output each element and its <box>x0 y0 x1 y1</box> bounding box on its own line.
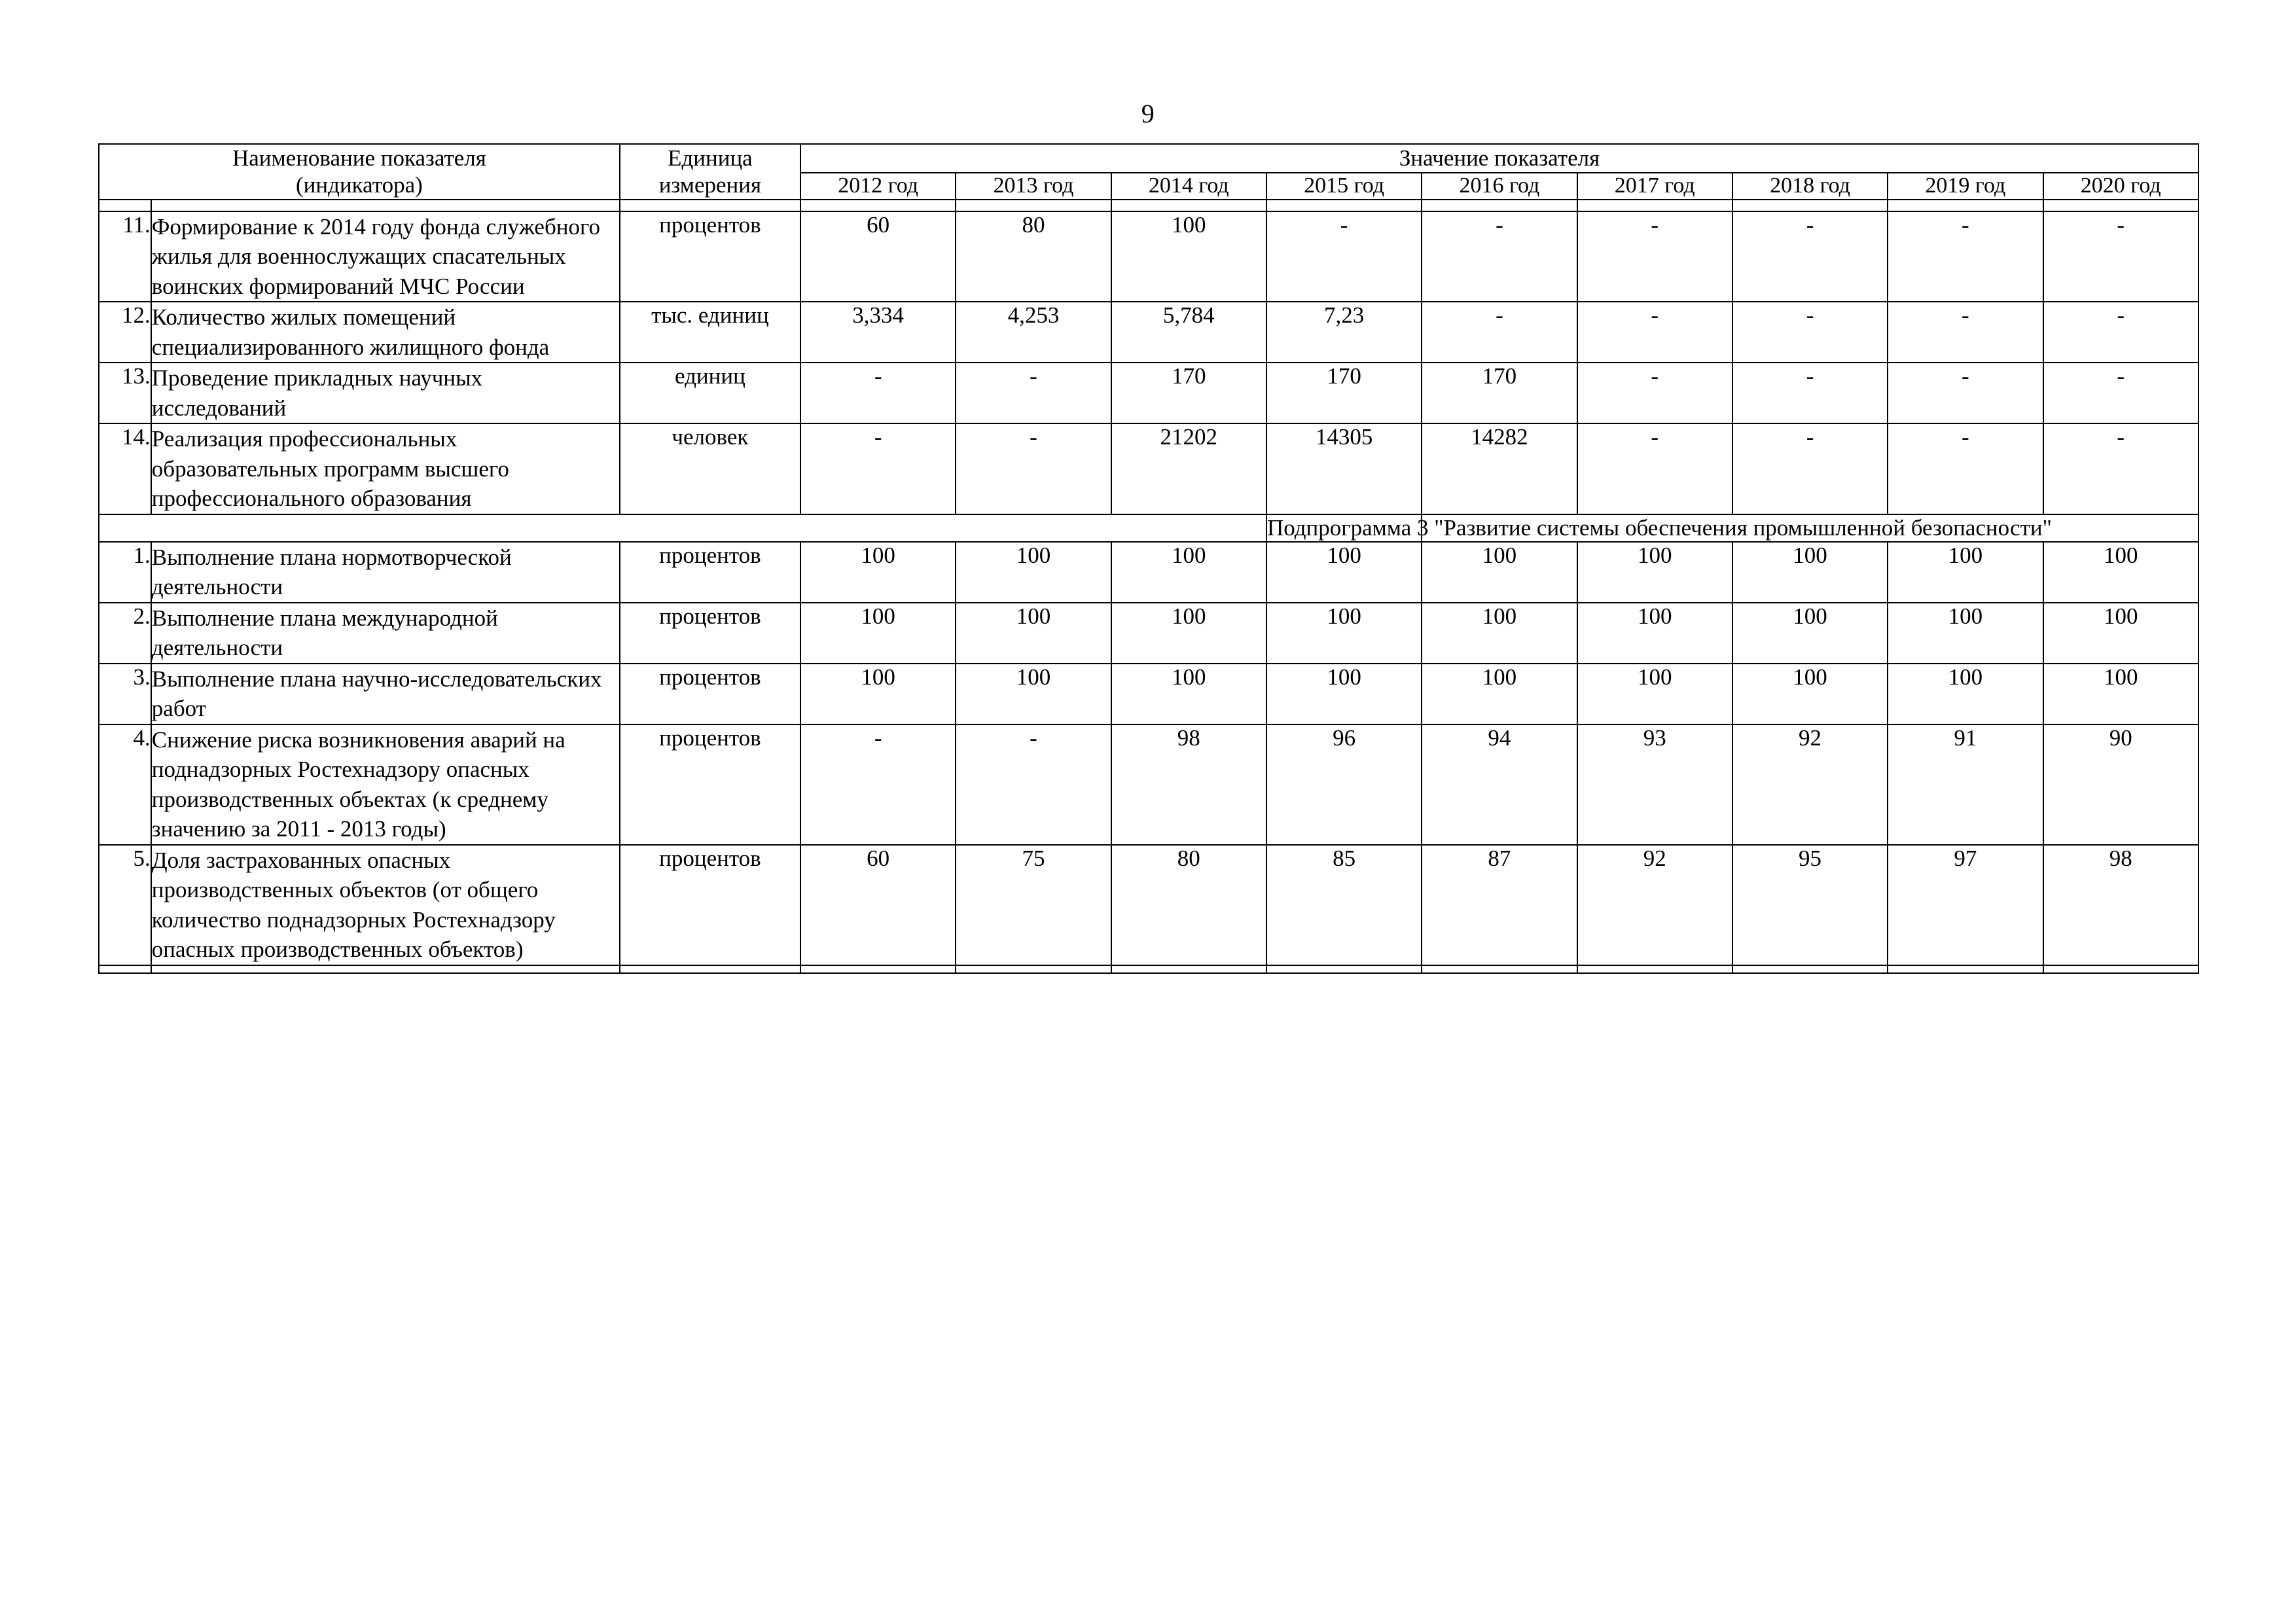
subprogram-title-left <box>99 514 1266 542</box>
row-name: Проведение прикладных научных исследований <box>151 363 620 423</box>
row-number: 3. <box>99 664 151 724</box>
table-row <box>99 724 2198 845</box>
row-value-2019: 100 <box>1888 542 2043 603</box>
row-value-2019: 91 <box>1888 724 2043 845</box>
row-value-2014: 100 <box>1111 603 1266 664</box>
header-year-2018: 2018 год <box>1732 173 1888 200</box>
row-value-2018: 92 <box>1732 724 1888 845</box>
row-value-2018: 100 <box>1732 542 1888 603</box>
row-number: 5. <box>99 845 151 965</box>
table-body <box>99 200 2198 973</box>
row-name: Выполнение плана нормотворческой деятельности <box>151 542 620 603</box>
row-value-2013: - <box>956 423 1111 514</box>
row-value-2019: - <box>1888 302 2043 363</box>
row-value-2016: 170 <box>1422 363 1577 423</box>
table-row <box>99 542 2198 603</box>
row-number: 12. <box>99 302 151 363</box>
row-value-2020: 90 <box>2043 724 2199 845</box>
table-row <box>99 211 2198 302</box>
row-value-2019: 97 <box>1888 845 2043 965</box>
row-unit: процентов <box>620 542 800 603</box>
row-value-2017: 93 <box>1577 724 1732 845</box>
row-value-2013: - <box>956 724 1111 845</box>
row-value-2012: 3,334 <box>800 302 956 363</box>
row-name: Реализация профессиональных образовательных программ высшего профессионального образования <box>151 423 620 514</box>
table-row <box>99 363 2198 423</box>
header-unit <box>620 144 800 200</box>
header-year-2012: 2012 год <box>800 173 956 200</box>
row-value-2015: 7,23 <box>1266 302 1422 363</box>
indicators-table <box>98 143 2199 974</box>
row-value-2013: 100 <box>956 664 1111 724</box>
row-value-2016: 100 <box>1422 603 1577 664</box>
row-value-2016: 87 <box>1422 845 1577 965</box>
row-value-2017: - <box>1577 211 1732 302</box>
row-value-2012: 100 <box>800 542 956 603</box>
row-value-2015: 100 <box>1266 664 1422 724</box>
row-value-2020: 100 <box>2043 664 2199 724</box>
row-name: Выполнение плана научно-исследовательских работ <box>151 664 620 724</box>
row-name: Доля застрахованных опасных производственных объектов (от общего количество поднадзорных Ростехнадзору опасных производственных объектов) <box>151 845 620 965</box>
row-value-2016: 14282 <box>1422 423 1577 514</box>
table-bottom-border <box>99 965 2198 973</box>
row-unit: процентов <box>620 211 800 302</box>
row-number: 13. <box>99 363 151 423</box>
row-unit: тыс. единиц <box>620 302 800 363</box>
row-value-2012: 60 <box>800 845 956 965</box>
header-indicator-line1: Наименование показателя <box>232 145 486 171</box>
row-value-2014: 100 <box>1111 542 1266 603</box>
row-value-2012: - <box>800 363 956 423</box>
row-value-2018: - <box>1732 302 1888 363</box>
row-value-2015: 170 <box>1266 363 1422 423</box>
table-row <box>99 664 2198 724</box>
row-value-2017: 100 <box>1577 603 1732 664</box>
header-year-2020: 2020 год <box>2043 173 2199 200</box>
row-value-2020: 100 <box>2043 542 2199 603</box>
row-unit: процентов <box>620 845 800 965</box>
table-header-row-1 <box>99 144 2198 173</box>
row-value-2017: 100 <box>1577 664 1732 724</box>
table-row <box>99 603 2198 664</box>
row-unit: человек <box>620 423 800 514</box>
row-name: Снижение риска возникновения аварий на поднадзорных Ростехнадзору опасных производственных объектах (к среднему значению за 2011 - 2013 годы) <box>151 724 620 845</box>
row-value-2013: - <box>956 363 1111 423</box>
header-indicator-line2: (индикатора) <box>296 172 423 198</box>
row-value-2014: 5,784 <box>1111 302 1266 363</box>
row-value-2015: - <box>1266 211 1422 302</box>
header-year-2015: 2015 год <box>1266 173 1422 200</box>
row-value-2014: 98 <box>1111 724 1266 845</box>
row-value-2020: - <box>2043 423 2199 514</box>
table-row <box>99 423 2198 514</box>
row-number: 1. <box>99 542 151 603</box>
row-value-2018: - <box>1732 363 1888 423</box>
row-value-2019: - <box>1888 363 2043 423</box>
spacer-row <box>99 200 2198 211</box>
row-value-2015: 85 <box>1266 845 1422 965</box>
row-value-2020: - <box>2043 211 2199 302</box>
row-number: 2. <box>99 603 151 664</box>
row-unit: процентов <box>620 664 800 724</box>
row-value-2013: 80 <box>956 211 1111 302</box>
row-number: 4. <box>99 724 151 845</box>
row-value-2012: - <box>800 724 956 845</box>
row-value-2017: - <box>1577 302 1732 363</box>
row-value-2018: - <box>1732 423 1888 514</box>
row-value-2016: - <box>1422 302 1577 363</box>
row-value-2016: 94 <box>1422 724 1577 845</box>
row-value-2014: 21202 <box>1111 423 1266 514</box>
row-value-2018: 100 <box>1732 603 1888 664</box>
row-value-2017: 92 <box>1577 845 1732 965</box>
row-name: Выполнение плана международной деятельности <box>151 603 620 664</box>
row-value-2019: 100 <box>1888 603 2043 664</box>
row-value-2018: 95 <box>1732 845 1888 965</box>
row-value-2017: - <box>1577 363 1732 423</box>
row-value-2013: 100 <box>956 542 1111 603</box>
row-value-2016: - <box>1422 211 1577 302</box>
row-value-2019: 100 <box>1888 664 2043 724</box>
row-value-2018: 100 <box>1732 664 1888 724</box>
row-name: Формирование к 2014 году фонда служебного жилья для военнослужащих спасательных воинских формирований МЧС России <box>151 211 620 302</box>
row-value-2012: 100 <box>800 664 956 724</box>
row-value-2012: - <box>800 423 956 514</box>
header-year-2016: 2016 год <box>1422 173 1577 200</box>
row-value-2015: 100 <box>1266 603 1422 664</box>
row-value-2013: 75 <box>956 845 1111 965</box>
header-unit-line1: Единица <box>668 145 753 171</box>
row-value-2019: - <box>1888 423 2043 514</box>
row-value-2012: 100 <box>800 603 956 664</box>
row-unit: процентов <box>620 724 800 845</box>
row-value-2015: 100 <box>1266 542 1422 603</box>
row-unit: единиц <box>620 363 800 423</box>
table-row <box>99 845 2198 965</box>
row-value-2020: 100 <box>2043 603 2199 664</box>
row-value-2017: 100 <box>1577 542 1732 603</box>
row-value-2016: 100 <box>1422 664 1577 724</box>
row-value-2013: 4,253 <box>956 302 1111 363</box>
row-value-2014: 80 <box>1111 845 1266 965</box>
row-value-2013: 100 <box>956 603 1111 664</box>
table-head <box>99 144 2198 200</box>
header-year-2017: 2017 год <box>1577 173 1732 200</box>
page-number: 9 <box>1141 99 1155 128</box>
header-value: Значение показателя <box>800 144 2198 173</box>
row-number: 11. <box>99 211 151 302</box>
row-value-2018: - <box>1732 211 1888 302</box>
header-year-2013: 2013 год <box>956 173 1111 200</box>
header-year-2019: 2019 год <box>1888 173 2043 200</box>
row-value-2014: 100 <box>1111 664 1266 724</box>
row-value-2016: 100 <box>1422 542 1577 603</box>
subprogram-title-row <box>99 514 2198 542</box>
header-indicator <box>99 144 620 200</box>
row-unit: процентов <box>620 603 800 664</box>
row-value-2020: - <box>2043 302 2199 363</box>
row-value-2019: - <box>1888 211 2043 302</box>
row-value-2020: - <box>2043 363 2199 423</box>
header-unit-line2: измерения <box>658 172 762 198</box>
subprogram-title: Подпрограмма 3 "Развитие системы обеспечения промышленной безопасности" <box>1266 514 2052 541</box>
row-value-2017: - <box>1577 423 1732 514</box>
row-name: Количество жилых помещений специализированного жилищного фонда <box>151 302 620 363</box>
row-value-2014: 170 <box>1111 363 1266 423</box>
row-value-2015: 96 <box>1266 724 1422 845</box>
table-row <box>99 302 2198 363</box>
row-value-2014: 100 <box>1111 211 1266 302</box>
row-number: 14. <box>99 423 151 514</box>
header-year-2014: 2014 год <box>1111 173 1266 200</box>
row-value-2012: 60 <box>800 211 956 302</box>
row-value-2020: 98 <box>2043 845 2199 965</box>
row-value-2015: 14305 <box>1266 423 1422 514</box>
